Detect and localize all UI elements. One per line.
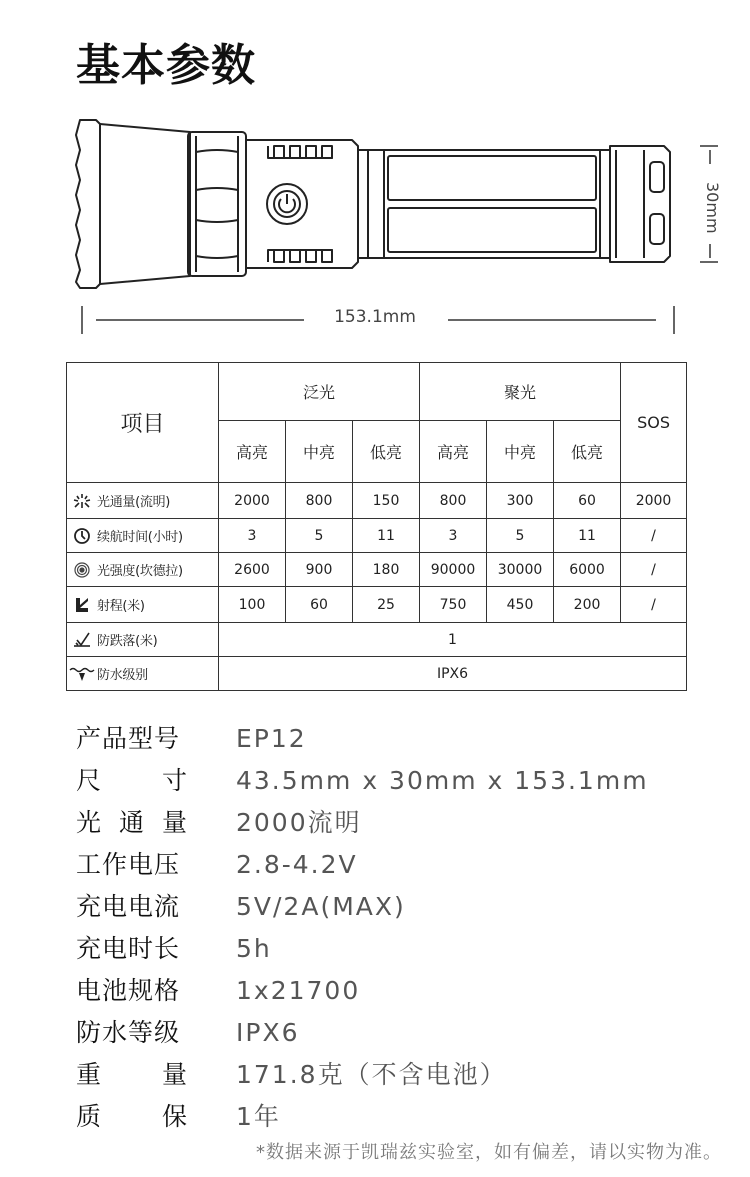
- param-row-charge-current: [76, 886, 716, 928]
- mode-header: 高亮: [420, 421, 487, 483]
- param-label: 充电时长: [76, 934, 181, 963]
- param-row-model: [76, 718, 716, 760]
- spec-table: [66, 362, 687, 691]
- param-row-battery: [76, 970, 716, 1012]
- table-cell: 150: [353, 483, 420, 519]
- page-title: 基本参数: [76, 40, 256, 91]
- row-label: 光强度(坎德拉): [67, 553, 219, 587]
- param-value: 171.8克（不含电池）: [236, 1060, 507, 1089]
- param-value: 1x21700: [236, 976, 361, 1005]
- param-row-charge-time: [76, 928, 716, 970]
- table-row: [67, 553, 687, 587]
- flood-header: 泛光: [219, 363, 420, 421]
- table-cell: 2600: [219, 553, 286, 587]
- mode-header: 低亮: [554, 421, 621, 483]
- table-cell: 5: [286, 519, 353, 553]
- table-cell: 5: [487, 519, 554, 553]
- intensity-icon: [67, 561, 97, 579]
- lumens-icon: [67, 493, 97, 509]
- table-cell: 90000: [420, 553, 487, 587]
- table-row: [67, 587, 687, 623]
- param-label: 尺 寸: [76, 766, 188, 795]
- param-label: 工作电压: [76, 850, 181, 879]
- waterproof-value: IPX6: [219, 657, 687, 691]
- table-cell: 3: [219, 519, 286, 553]
- table-cell: 6000: [554, 553, 621, 587]
- param-label: 产品型号: [76, 724, 181, 753]
- mode-header: 中亮: [286, 421, 353, 483]
- table-cell: 450: [487, 587, 554, 623]
- footnote: *数据来源于凯瑞兹实验室，如有偏差，请以实物为准。: [256, 1142, 722, 1163]
- table-cell: 2000: [219, 483, 286, 519]
- table-cell: 800: [420, 483, 487, 519]
- item-header: 项目: [67, 363, 219, 483]
- param-label: 充电电流: [76, 892, 181, 921]
- mode-header: 高亮: [219, 421, 286, 483]
- param-value: 2.8-4.2V: [236, 850, 358, 879]
- param-label: 质 保: [76, 1102, 188, 1131]
- param-row-waterproof: [76, 1012, 716, 1054]
- param-row-lumens: [76, 802, 716, 844]
- param-list: [76, 718, 716, 1138]
- table-cell: 750: [420, 587, 487, 623]
- table-cell: 100: [219, 587, 286, 623]
- mode-header: 中亮: [487, 421, 554, 483]
- row-label: 光通量(流明): [67, 483, 219, 519]
- param-label: 防水等级: [76, 1018, 181, 1047]
- beam-distance-icon: [67, 596, 97, 614]
- table-cell: 200: [554, 587, 621, 623]
- length-dimension-label: 153.1mm: [334, 307, 416, 327]
- waterproof-icon: [67, 665, 97, 683]
- param-label: 光 通 量: [76, 808, 188, 837]
- table-cell: 3: [420, 519, 487, 553]
- param-value: 43.5mm x 30mm x 153.1mm: [236, 766, 649, 795]
- row-label: 射程(米): [67, 587, 219, 623]
- table-cell: 900: [286, 553, 353, 587]
- param-row-weight: [76, 1054, 716, 1096]
- table-cell: 2000: [621, 483, 687, 519]
- table-cell: /: [621, 587, 687, 623]
- impact-value: 1: [219, 623, 687, 657]
- table-cell: /: [621, 553, 687, 587]
- row-label: 续航时间(小时): [67, 519, 219, 553]
- table-cell: 800: [286, 483, 353, 519]
- table-cell: 30000: [487, 553, 554, 587]
- table-cell: 60: [554, 483, 621, 519]
- table-row: [67, 657, 687, 691]
- param-value: IPX6: [236, 1018, 300, 1047]
- diameter-dimension-label: 30mm: [703, 182, 722, 234]
- table-row: [67, 519, 687, 553]
- param-label: 电池规格: [76, 976, 181, 1005]
- param-value: 5V/2A(MAX): [236, 892, 406, 921]
- table-cell: 25: [353, 587, 420, 623]
- param-row-size: [76, 760, 716, 802]
- param-value: 5h: [236, 934, 272, 963]
- param-value: 2000流明: [236, 808, 362, 837]
- table-cell: 180: [353, 553, 420, 587]
- row-label: 防跌落(米): [67, 623, 219, 657]
- sos-header: SOS: [621, 363, 687, 483]
- table-cell: 60: [286, 587, 353, 623]
- param-label: 重 量: [76, 1060, 188, 1089]
- table-cell: /: [621, 519, 687, 553]
- spot-header: 聚光: [420, 363, 621, 421]
- mode-header: 低亮: [353, 421, 420, 483]
- table-row: [67, 623, 687, 657]
- impact-icon: [67, 631, 97, 649]
- param-row-warranty: [76, 1096, 716, 1138]
- table-row: [67, 483, 687, 519]
- row-label: 防水级别: [67, 657, 219, 691]
- table-cell: 11: [554, 519, 621, 553]
- clock-icon: [67, 527, 97, 545]
- table-cell: 11: [353, 519, 420, 553]
- param-row-voltage: [76, 844, 716, 886]
- param-value: EP12: [236, 724, 307, 753]
- param-value: 1年: [236, 1102, 281, 1131]
- table-cell: 300: [487, 483, 554, 519]
